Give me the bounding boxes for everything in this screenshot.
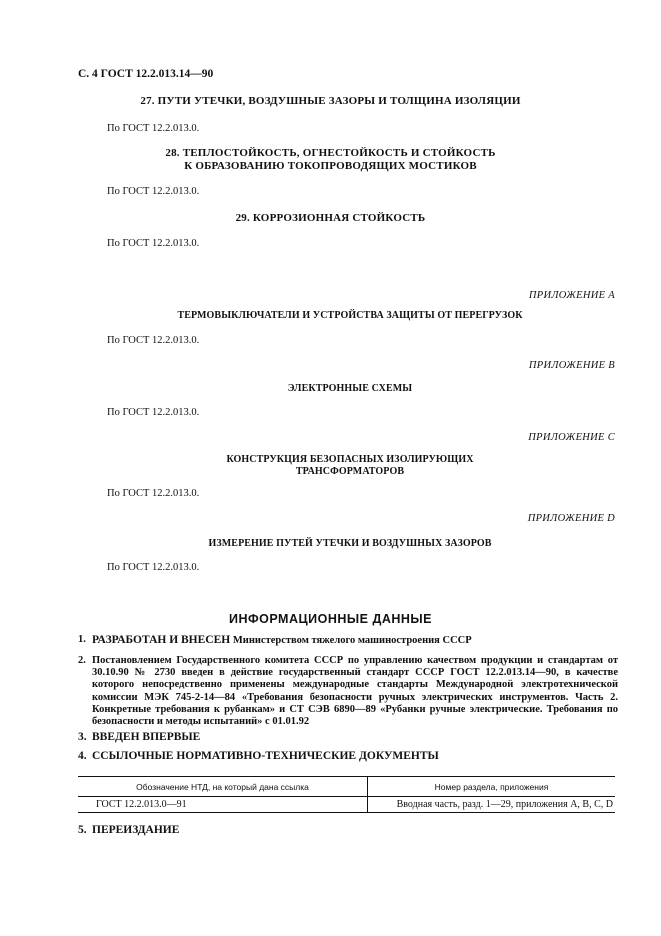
appendix-c-title-line2: ТРАНСФОРМАТОРОВ <box>295 466 405 477</box>
table-header-designation: Обозначение НТД, на который дана ссылка <box>78 777 368 797</box>
reference-documents-table <box>78 776 615 813</box>
info-item-2-text: Постановлением Государственного комитета СССР по управлению качеством продукции и стандартам от 30.10.90 № 2730 введен в действие государственный стандарт СССР ГОСТ 12.2.013.14—90, в качестве которого непосредственно применены международные стандарты Международной электротехнической комиссии МЭК 745-2-14—84 «Требования безопасности ручных электрических инструментов. Часть 2. Конкретные требования к рубанкам» и СТ СЭВ 6890—89 «Рубанки ручные электрические. Требования по безопасности и методы испытаний» с 01.01.92 <box>92 655 618 728</box>
info-item-5-text: ПЕРЕИЗДАНИЕ <box>92 824 180 836</box>
info-item-1-text: Министерством тяжелого машиностроения СССР <box>230 635 472 646</box>
appendix-a-label: ПРИЛОЖЕНИЕ А <box>528 290 615 301</box>
page-header: С. 4 ГОСТ 12.2.013.14—90 <box>78 68 214 80</box>
appendix-b-ref: По ГОСТ 12.2.013.0. <box>107 407 200 418</box>
appendix-d-ref: По ГОСТ 12.2.013.0. <box>107 562 200 573</box>
info-item-3-text: ВВЕДЕН ВПЕРВЫЕ <box>92 731 201 743</box>
section-29-title: 29. КОРРОЗИОННАЯ СТОЙКОСТЬ <box>235 212 426 224</box>
info-item-1-number: 1. <box>78 634 86 645</box>
appendix-c-title-line1: КОНСТРУКЦИЯ БЕЗОПАСНЫХ ИЗОЛИРУЮЩИХ <box>226 454 474 465</box>
section-29-ref: По ГОСТ 12.2.013.0. <box>107 238 200 249</box>
section-27-ref: По ГОСТ 12.2.013.0. <box>107 123 200 134</box>
appendix-c-ref: По ГОСТ 12.2.013.0. <box>107 488 200 499</box>
section-28-title-line1: 28. ТЕПЛОСТОЙКОСТЬ, ОГНЕСТОЙКОСТЬ И СТОЙКОСТЬ <box>165 147 496 159</box>
info-title: ИНФОРМАЦИОННЫЕ ДАННЫЕ <box>228 612 433 626</box>
info-item-3 <box>78 731 200 743</box>
table-header-section: Номер раздела, приложения <box>368 777 616 797</box>
table-row <box>78 797 615 813</box>
table-cell-designation: ГОСТ 12.2.013.0—91 <box>78 797 368 813</box>
table-cell-section: Вводная часть, разд. 1—29, приложения А, В, С, D <box>368 797 616 813</box>
appendix-c-label: ПРИЛОЖЕНИЕ С <box>528 432 615 443</box>
info-item-2 <box>78 655 618 728</box>
info-item-1-lead: РАЗРАБОТАН И ВНЕСЕН <box>92 634 231 646</box>
info-item-4-text: ССЫЛОЧНЫЕ НОРМАТИВНО-ТЕХНИЧЕСКИЕ ДОКУМЕНТЫ <box>92 750 439 762</box>
appendix-d-label: ПРИЛОЖЕНИЕ D <box>527 513 615 524</box>
info-item-5 <box>78 824 179 836</box>
section-28-ref: По ГОСТ 12.2.013.0. <box>107 186 200 197</box>
info-item-4 <box>78 750 439 762</box>
info-item-1 <box>78 634 618 647</box>
section-27-title: 27. ПУТИ УТЕЧКИ, ВОЗДУШНЫЕ ЗАЗОРЫ И ТОЛЩИНА ИЗОЛЯЦИИ <box>140 95 521 107</box>
section-28-title-line2: К ОБРАЗОВАНИЮ ТОКОПРОВОДЯЩИХ МОСТИКОВ <box>184 160 477 172</box>
info-item-2-number: 2. <box>78 655 86 666</box>
appendix-d-title: ИЗМЕРЕНИЕ ПУТЕЙ УТЕЧКИ И ВОЗДУШНЫХ ЗАЗОРОВ <box>208 538 492 549</box>
appendix-a-title: ТЕРМОВЫКЛЮЧАТЕЛИ И УСТРОЙСТВА ЗАЩИТЫ ОТ ПЕРЕГРУЗОК <box>177 310 523 321</box>
appendix-a-ref: По ГОСТ 12.2.013.0. <box>107 335 200 346</box>
appendix-b-label: ПРИЛОЖЕНИЕ В <box>528 360 615 371</box>
appendix-b-title: ЭЛЕКТРОННЫЕ СХЕМЫ <box>287 383 413 394</box>
info-item-5-number: 5. <box>78 824 87 836</box>
info-item-3-number: 3. <box>78 731 87 743</box>
info-item-4-number: 4. <box>78 750 87 762</box>
table-header-row <box>78 777 615 797</box>
